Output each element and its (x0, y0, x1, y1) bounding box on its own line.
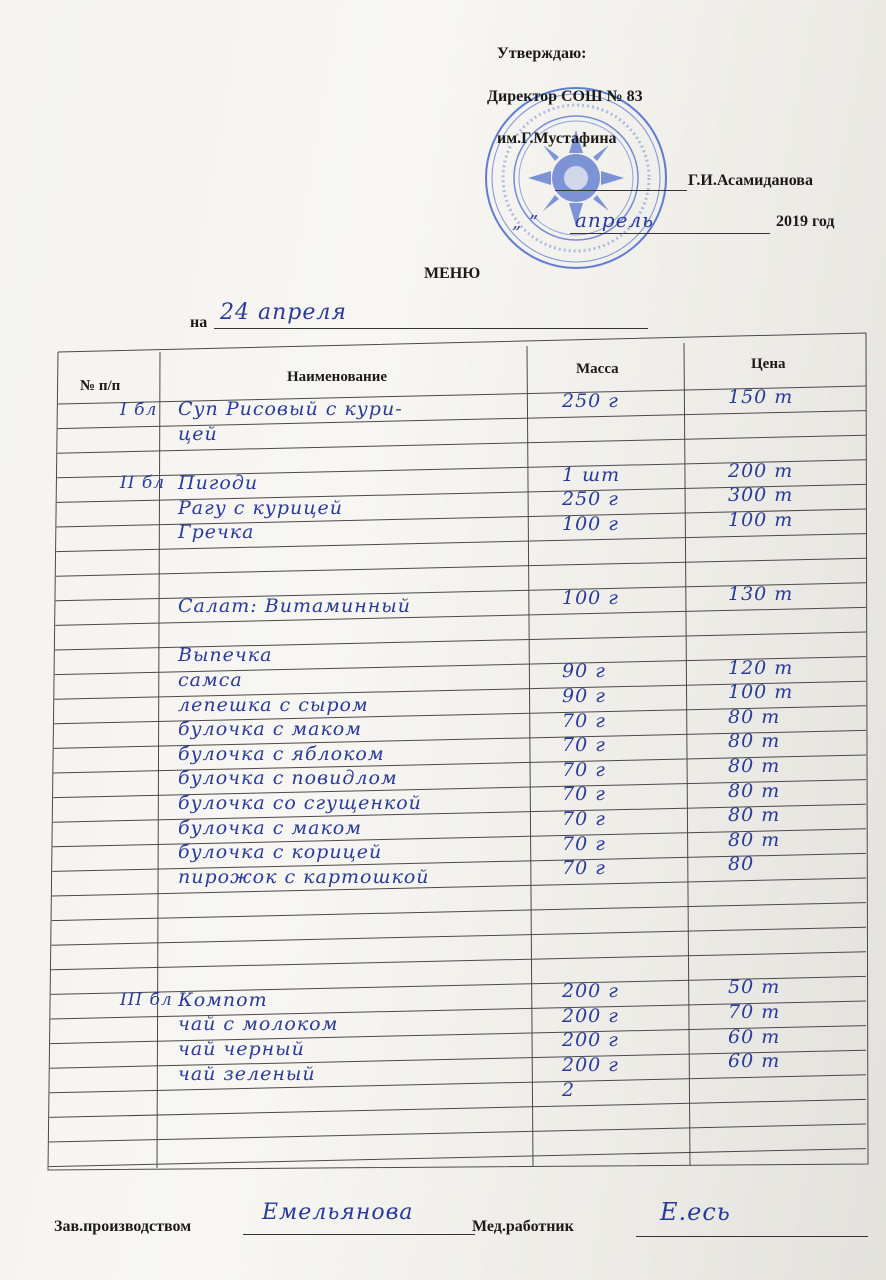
row-mass: 2 (562, 1078, 576, 1101)
row-price: 80 (728, 853, 755, 876)
row-line (52, 878, 866, 896)
row-price: 80 т (728, 828, 781, 851)
row-price: 80 т (728, 804, 781, 827)
row-price: 100 т (728, 681, 794, 704)
medic-label: Мед.работник (472, 1218, 574, 1235)
row-price: 300 т (728, 484, 794, 507)
row-mass: 70 г (562, 807, 606, 830)
row-name: булочка с повидлом (178, 767, 398, 790)
column-header-mass: Масса (576, 361, 619, 377)
row-name: Выпечка (178, 644, 273, 667)
approval-year: 2019 год (776, 213, 835, 230)
row-mass: 70 г (562, 734, 606, 757)
row-name: Салат: Витаминный (178, 595, 412, 618)
row-name: Гречка (178, 521, 255, 544)
row-price: 200 т (728, 459, 794, 482)
row-mass: 70 г (562, 758, 606, 781)
row-mass: 100 г (562, 512, 619, 535)
row-mass: 200 г (562, 1004, 619, 1027)
row-line (51, 952, 866, 970)
row-mass: 70 г (562, 857, 606, 880)
menu-date: 24 апреля (220, 300, 347, 325)
row-mass: 200 г (562, 980, 619, 1003)
row-price: 50 т (728, 976, 781, 999)
row-name: булочка со сгущенкой (178, 791, 422, 814)
row-name: цей (178, 422, 218, 445)
row-mass: 90 г (562, 684, 606, 707)
row-price: 130 т (728, 582, 794, 605)
row-name: Компот (178, 988, 268, 1011)
row-number: III бл (120, 990, 173, 1011)
row-line (49, 1149, 866, 1167)
approve-label: Утверждаю: (497, 45, 587, 62)
row-name: чай черный (178, 1037, 305, 1060)
row-mass: 200 г (562, 1029, 619, 1052)
production-signature-line (243, 1234, 475, 1235)
row-price: 80 т (728, 779, 781, 802)
row-price: 120 т (728, 656, 794, 679)
row-price: 70 т (728, 1001, 781, 1024)
row-mass: 70 г (562, 783, 606, 806)
column-header-number: № п/п (80, 378, 121, 394)
row-name: булочка с яблоком (178, 742, 385, 765)
row-price: 80 т (728, 705, 781, 728)
row-name: чай зеленый (178, 1062, 316, 1085)
medic-signature: Е.есь (660, 1198, 731, 1226)
row-price: 60 т (728, 1025, 781, 1048)
row-line (50, 1075, 866, 1093)
row-price: 80 т (728, 755, 781, 778)
row-line (51, 927, 866, 945)
row-number: II бл (120, 473, 166, 494)
row-mass: 200 г (562, 1053, 619, 1076)
date-prefix: на (190, 314, 208, 331)
row-line (49, 1099, 866, 1117)
menu-title: МЕНЮ (424, 265, 481, 282)
row-mass: 70 г (562, 832, 606, 855)
medic-signature-line (636, 1236, 868, 1237)
row-mass: 1 шт (562, 463, 621, 486)
row-price: 150 т (728, 386, 794, 409)
column-divider-3 (684, 343, 690, 1165)
column-header-name: Наименование (287, 369, 387, 385)
row-mass: 100 г (562, 586, 619, 609)
production-manager-signature: Емельянова (262, 1200, 414, 1225)
row-name: Рагу с курицей (178, 496, 343, 519)
row-mass: 250 г (562, 488, 619, 511)
row-mass: 90 г (562, 660, 606, 683)
row-name: самса (178, 668, 243, 691)
row-line (52, 903, 866, 921)
row-name: Суп Рисовый с кури- (178, 398, 403, 421)
row-name: лепешка с сыром (178, 693, 369, 716)
column-header-price: Цена (751, 356, 786, 372)
approval-month: апрель (575, 208, 655, 232)
director-title: Директор СОШ № 83 (487, 88, 643, 105)
row-line (55, 632, 866, 650)
row-price: 80 т (728, 730, 781, 753)
column-divider-2 (527, 346, 533, 1166)
signatory-name: Г.И.Асамиданова (688, 172, 813, 189)
row-name: пирожок с картошкой (178, 865, 430, 888)
row-line (56, 558, 866, 576)
row-line (49, 1124, 866, 1142)
row-price: 60 т (728, 1050, 781, 1073)
school-name: им.Г.Мустафина (497, 130, 617, 147)
row-name: чай с молоком (178, 1013, 339, 1036)
row-name: булочка с корицей (178, 841, 383, 864)
row-mass: 250 г (562, 389, 619, 412)
row-name: булочка с маком (178, 718, 362, 741)
row-name: булочка с маком (178, 816, 362, 839)
approval-day: „ ” (512, 212, 540, 233)
row-name: Пигоди (178, 472, 259, 495)
row-line (55, 607, 866, 625)
production-manager-label: Зав.производством (54, 1218, 192, 1235)
row-price: 100 т (728, 509, 794, 532)
row-mass: 70 г (562, 709, 606, 732)
row-number: I бл (120, 399, 158, 420)
